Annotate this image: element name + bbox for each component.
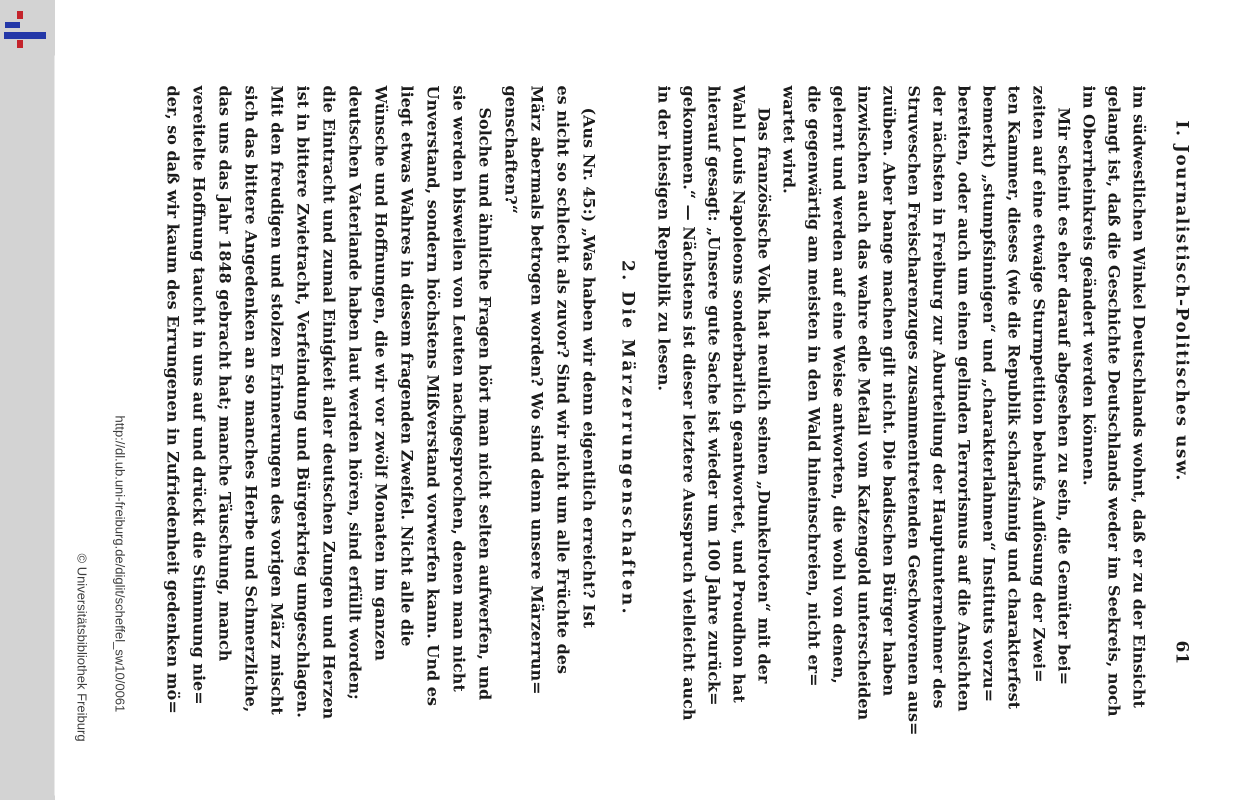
text-line: Das französische Volk hat neulich seinen „Dunkelroten“ mit der [754,107,774,684]
text-line: die gegenwärtig am meisten in den Wald hineinschreien, nicht er= [804,85,824,687]
page-number: 61 [1171,640,1192,665]
text-line: gelernt und werden auf eine Weise antworten, die wohl von denen, [829,85,849,684]
article-1-text [652,56,1152,791]
text-line: im südwestlichen Winkel Deutschlands wohnt, daß er zu der Einsicht [1129,85,1149,708]
text-line: Unverstand, sondern höchstens Mißverstand vorwerfen kann. Und es [423,85,443,706]
running-header [1152,56,1210,796]
running-header-title: I. Journalistisch-Politisches usw. [1171,120,1192,482]
scanned-page [55,56,1210,796]
section-heading: 2. Die Märzerrungenschaften. [617,259,638,617]
text-line: im Oberrheinkreis geändert werden können. [1079,85,1099,486]
text-line: vereitelte Hoffnung taucht in uns auf und drückt die Stimmung nie= [189,85,209,705]
text-line: ten Kammer, dieses (wie die Republik scharfsinnig und charakterfest [1004,85,1024,710]
text-line: bereiten, oder auch um einen gelinden Terrorismus auf die Ansichten [954,85,974,712]
text-line: in der hiesigen Republik zu lesen. [654,85,674,391]
text-line: bemerkt) „stumpfsinnigen“ und „charakterlahmen“ Instituts vorzu= [979,85,999,703]
text-line: hierauf gesagt: „Unsere gute Sache ist wieder um 100 Jahre zurück= [704,85,724,706]
logo-bar-small [5,22,20,28]
text-line: Mit den freudigen und stolzen Erinnerungen des vorigen März mischt [267,85,287,715]
scan-copyright: © Universitätsbibliothek Freiburg [74,553,90,742]
logo-bar-big [4,32,46,39]
text-line: der nächsten in Freiburg zur Aburteilung der Hauptunternehmer des [929,85,949,709]
text-line: (Aus Nr. 45:) „Was haben wir denn eigentlich erreicht? Ist [579,107,599,628]
text-line: wartet wird. [779,85,799,194]
text-line: Wünsche und Hoffnungen, die wir vor zwölf Monaten im ganzen [371,85,391,661]
text-line: März abermals betrogen worden? Wo sind denn unsere Märzerrun= [527,85,547,695]
text-line: gelangt ist, daß die Geschichte Deutschlands weder im Seekreis, noch [1104,85,1124,717]
text-line: sie werden bisweilen von Leuten nachgesprochen, denen man nicht [449,85,469,692]
text-line: liegt etwas Wahres in diesem fragenden Zweifel. Nicht alle die [397,85,417,647]
text-line: Mir scheint es eher darauf abgesehen zu sein, die Gemüter bei= [1054,107,1074,686]
article-2-text [160,56,602,791]
text-line: Struveschen Freischarenzuges zusammentretenden Geschworenen aus= [904,85,924,736]
text-line: der, so daß wir kaum des Errungenen in Zufriedenheit gedenken mö= [163,85,183,714]
text-line: das uns das Jahr 1848 gebracht hat; manche Täuschung, manch [215,85,235,662]
library-logo-icon [0,0,60,60]
sidebar-gray-strip [0,0,55,800]
text-line: Wahl Louis Napoleons sonderbarlich geantwortet, und Proudhon hat [729,85,749,703]
text-line: Solche und ähnliche Fragen hört man nicht selten aufwerfen, und [475,107,495,701]
text-line: ist in bittere Zwietracht, Verfeindung und Bürgerkrieg umgeschlagen. [293,85,313,718]
text-line: zeiten auf eine etwaige Sturmpetition behufs Auflösung der Zwei= [1029,85,1049,683]
text-line: genschaften?“ [501,85,521,214]
logo-square-top [17,11,23,19]
text-line: deutschen Vaterlande haben laut werden hören, sind erfüllt worden; [345,85,365,700]
text-line: sich das bittere Angedenken an so manches Herbe und Schmerzliche, [241,85,261,713]
text-line: es nicht so schlecht als zuvor? Sind wir nicht um alle Früchte des [553,85,573,674]
scan-source-url: http://dl.ub.uni-freiburg.de/diglit/scheffel_sw10/0061 [112,415,128,713]
text-line: zuüben. Aber bange machen gilt nicht. Die badischen Bürger haben [879,85,899,697]
text-line: die Eintracht und zumal Einigkeit aller deutschen Zungen und Herzen [319,85,339,720]
text-line: gekommen.“ — Nächstens ist dieser letztere Ausspruch vielleicht auch [679,85,699,721]
logo-square-bottom [17,40,23,48]
text-line: inzwischen auch das wahre edle Metall vom Katzengold unterscheiden [854,85,874,721]
